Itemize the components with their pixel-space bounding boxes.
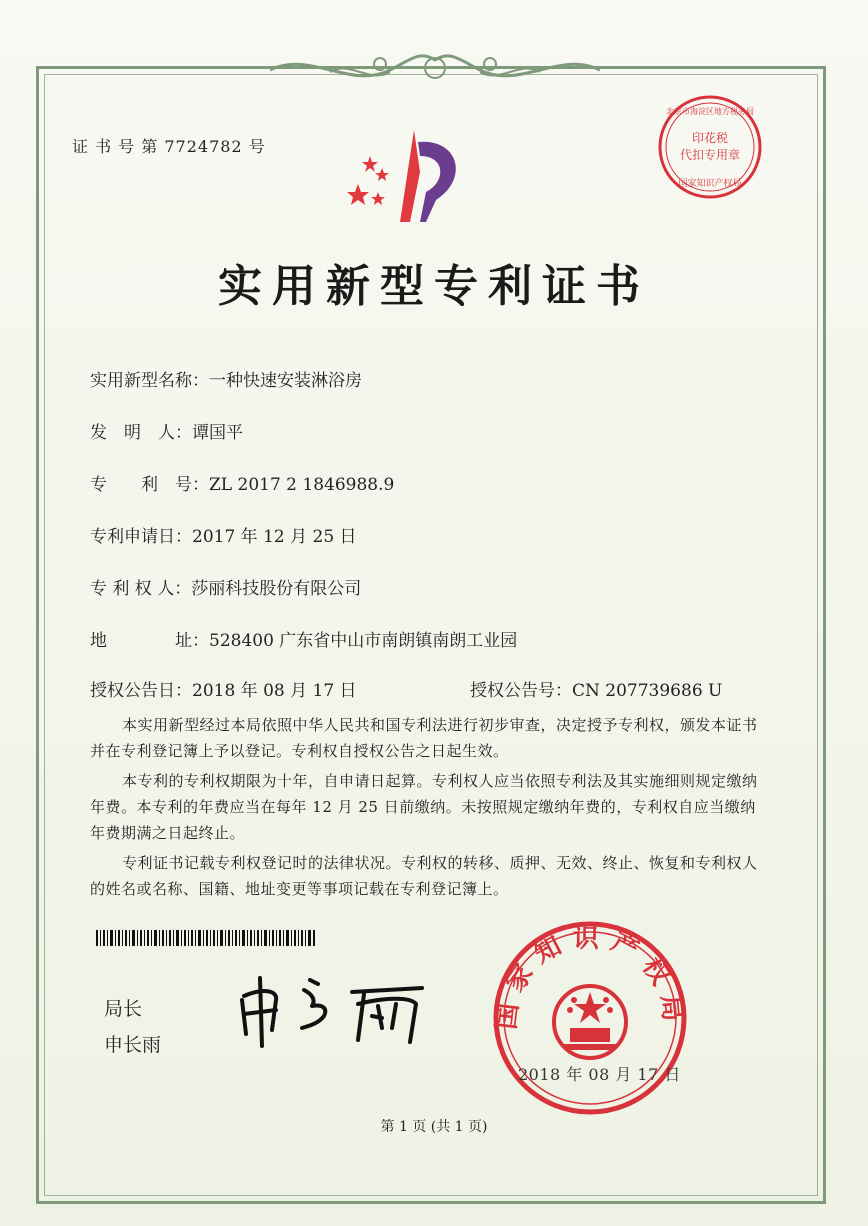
patentee-row [90, 574, 361, 599]
utility-model-name-row [90, 366, 362, 391]
address-row [90, 626, 517, 651]
certificate-body [90, 712, 770, 906]
grant-number-value: CN 207739686 U [572, 681, 723, 701]
document-title: 实用新型专利证书 [218, 261, 650, 312]
body-paragraph: 本实用新型经过本局依照中华人民共和国专利法进行初步审查，决定授予专利权，颁发本证书并在专利登记簿上予以登记。专利权自授权公告之日起生效。 [90, 716, 758, 760]
body-paragraph: 专利证书记载专利权登记时的法律状况。专利权的转移、质押、无效、终止、恢复和专利权人的姓名或名称、国籍、地址变更等事项记载在专利登记簿上。 [90, 854, 758, 898]
signer-title: 局长 [104, 998, 143, 1020]
inventor-row [90, 418, 243, 443]
inventor-label: 发 明 人： [90, 423, 192, 443]
big-seal-text: 国家知识产权局 [491, 923, 689, 1033]
filing-date-value: 2017 年 12 月 25 日 [192, 527, 357, 547]
address-value: 528400 广东省中山市南朗镇南朗工业园 [209, 631, 518, 651]
patentee-label: 专 利 权 人： [90, 579, 192, 599]
patentee-value: 莎丽科技股份有限公司 [191, 579, 362, 599]
national-emblem [554, 986, 626, 1058]
cnipa-official-seal [490, 918, 690, 1118]
grant-date-value: 2018 年 08 月 17 日 [192, 681, 357, 701]
inventor-value: 谭国平 [192, 423, 243, 443]
address-label: 地 址： [90, 631, 209, 651]
top-seal-center-1: 印花税 [691, 131, 729, 145]
grant-date-label: 授权公告日： [90, 681, 192, 701]
handwritten-signature [232, 970, 432, 1050]
cnipa-logo [340, 122, 480, 232]
top-ornament [270, 40, 600, 100]
patent-number-label: 专 利 号： [90, 475, 209, 495]
utility-model-name-value: 一种快速安装淋浴房 [209, 371, 362, 391]
svg-text:国家知识产权局 [492, 924, 689, 1033]
barcode [96, 930, 316, 946]
grant-number-label: 授权公告号： [470, 681, 572, 701]
patent-number-row [90, 470, 394, 495]
top-seal-ring-text: 北京市海淀区地方税务局 [666, 107, 754, 116]
tax-stamp-seal [650, 92, 770, 202]
filing-date-row [90, 522, 357, 547]
seal-date: 2018 年 08 月 17 日 [518, 1065, 681, 1084]
top-seal-bottom-text: 国家知识产权局 [678, 179, 742, 189]
filing-date-label: 专利申请日： [90, 527, 192, 547]
top-seal-center-2: 代扣专用章 [679, 148, 741, 162]
grant-date-row [90, 676, 357, 701]
certificate-number: 证 书 号 第 7724782 号 [72, 137, 266, 156]
patent-number-value: ZL 2017 2 1846988.9 [209, 475, 395, 495]
signer-name: 申长雨 [104, 1034, 162, 1056]
grant-number-row [470, 676, 722, 701]
utility-model-name-label: 实用新型名称： [90, 371, 209, 391]
page-footer: 第 1 页 (共 1 页) [380, 1119, 488, 1135]
body-paragraph: 本专利的专利权期限为十年，自申请日起算。专利权人应当依照专利法及其实施细则规定缴纳年费。本专利的年费应当在每年 12 月 25 日前缴纳。未按照规定缴纳年费的，专利权自应当缴纳年费期满之日起终止。 [90, 772, 758, 842]
